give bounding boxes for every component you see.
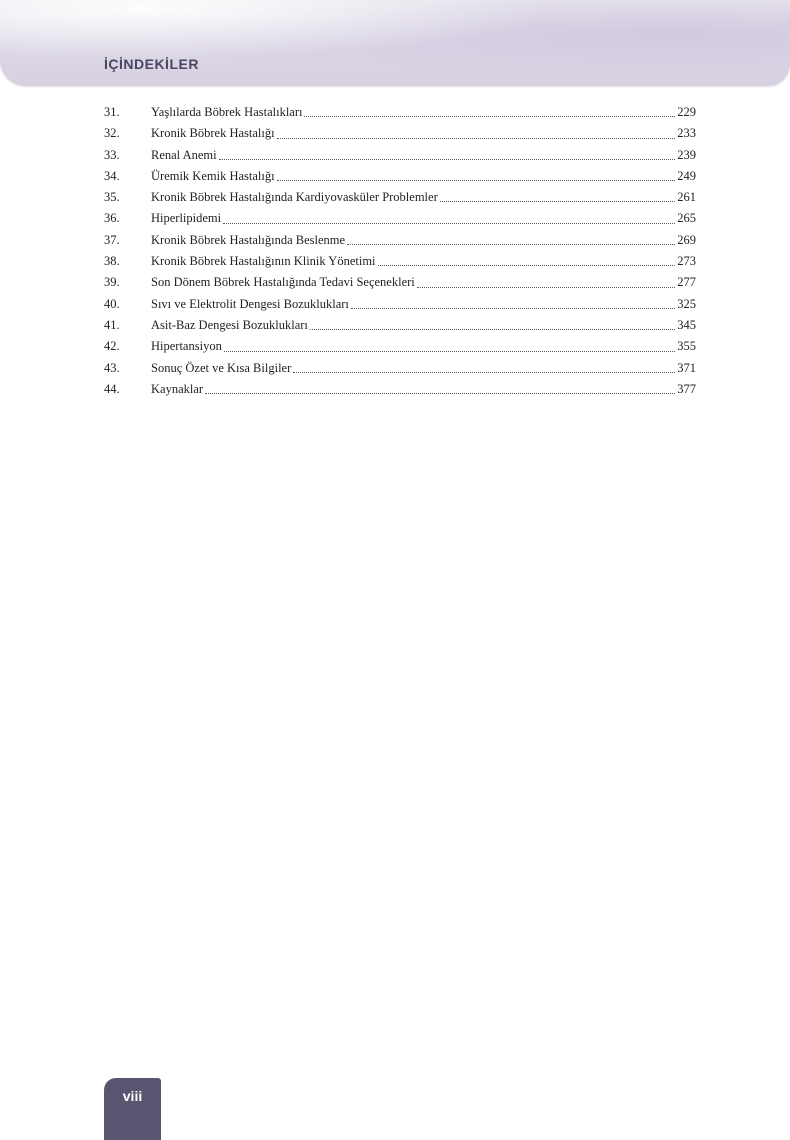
toc-dot-leader xyxy=(310,328,675,330)
toc-entry[interactable] xyxy=(104,102,696,123)
toc-entry-page: 355 xyxy=(677,339,696,354)
toc-entry-number: 31. xyxy=(104,105,120,119)
toc-entry-page: 239 xyxy=(677,147,696,162)
toc-entry-number: 33. xyxy=(104,147,120,162)
toc-entry[interactable] xyxy=(104,123,696,144)
toc-entry-number: 43. xyxy=(104,360,120,375)
toc-dot-leader xyxy=(223,222,675,224)
toc-entry-number: 39. xyxy=(104,275,120,290)
toc-entry-page: 277 xyxy=(677,275,696,290)
toc-entry[interactable] xyxy=(104,379,696,400)
toc-dot-leader xyxy=(417,286,675,288)
toc-dot-leader xyxy=(347,243,675,245)
toc-entry-page: 269 xyxy=(677,232,696,247)
toc-entry[interactable] xyxy=(104,187,696,208)
toc-entry-number: 42. xyxy=(104,339,120,354)
toc-entry-number: 32. xyxy=(104,126,120,141)
toc-entry-page: 261 xyxy=(677,190,696,205)
toc-entry[interactable] xyxy=(104,230,696,251)
toc-dot-leader xyxy=(277,179,676,181)
toc-entry-number: 44. xyxy=(104,381,120,396)
toc-entry-title: Hiperlipidemi xyxy=(151,211,222,226)
toc-dot-leader xyxy=(224,350,675,352)
header-band xyxy=(0,0,790,86)
toc-entry[interactable] xyxy=(104,145,696,166)
toc-entry[interactable] xyxy=(104,294,696,315)
toc-entry-title: Kaynaklar xyxy=(151,381,204,396)
toc-entry-number: 40. xyxy=(104,296,120,311)
toc-entry-number: 36. xyxy=(104,211,120,226)
toc-entry-title: Kronik Böbrek Hastalığında Beslenme xyxy=(151,232,346,247)
toc-entry-page: 249 xyxy=(677,168,696,183)
toc-entry-page: 377 xyxy=(677,381,696,396)
toc-entry-title: Üremik Kemik Hastalığı xyxy=(151,168,275,183)
toc-entry-page: 371 xyxy=(677,360,696,375)
toc-entry-title: Hipertansiyon xyxy=(151,339,222,354)
toc-entry-page: 233 xyxy=(677,126,696,141)
toc-entry-title: Kronik Böbrek Hastalığının Klinik Yönetimi xyxy=(151,254,376,269)
toc-dot-leader xyxy=(304,115,675,117)
toc-entry-page: 325 xyxy=(677,296,696,311)
toc-entry-title: Sonuç Özet ve Kısa Bilgiler xyxy=(151,360,292,375)
toc-entry-number: 37. xyxy=(104,232,120,247)
toc-dot-leader xyxy=(277,137,676,139)
page-number: viii xyxy=(122,1088,143,1104)
toc-entry[interactable] xyxy=(104,358,696,379)
toc-entry-page: 265 xyxy=(677,211,696,226)
toc-entry-number: 38. xyxy=(104,254,120,269)
page-title: İÇİNDEKİLER xyxy=(104,56,199,72)
toc-dot-leader xyxy=(219,158,676,160)
toc-entry-title: Renal Anemi xyxy=(151,147,217,162)
toc-entry[interactable] xyxy=(104,272,696,293)
toc-entry[interactable] xyxy=(104,336,696,357)
toc-dot-leader xyxy=(205,392,675,394)
toc-entry-title: Son Dönem Böbrek Hastalığında Tedavi Seçenekleri xyxy=(151,275,415,290)
toc-dot-leader xyxy=(378,264,676,266)
toc-entry-title: Sıvı ve Elektrolit Dengesi Bozuklukları xyxy=(151,296,349,311)
toc-entry-page: 345 xyxy=(677,317,696,332)
table-of-contents xyxy=(104,102,696,400)
toc-entry-number: 35. xyxy=(104,190,120,205)
toc-entry-page: 273 xyxy=(677,254,696,269)
toc-dot-leader xyxy=(351,307,675,309)
toc-entry[interactable] xyxy=(104,251,696,272)
toc-dot-leader xyxy=(293,371,675,373)
toc-entry-title: Asit-Baz Dengesi Bozuklukları xyxy=(151,317,308,332)
toc-entry-page: 229 xyxy=(677,105,696,119)
toc-entry-title: Yaşlılarda Böbrek Hastalıkları xyxy=(151,105,303,119)
toc-entry-number: 34. xyxy=(104,168,120,183)
toc-dot-leader xyxy=(440,200,676,202)
toc-entry[interactable] xyxy=(104,315,696,336)
toc-entry-number: 41. xyxy=(104,317,120,332)
page-number-tab xyxy=(104,1078,161,1140)
toc-entry[interactable] xyxy=(104,166,696,187)
toc-entry-title: Kronik Böbrek Hastalığında Kardiyovasküler Problemler xyxy=(151,190,438,205)
toc-entry-title: Kronik Böbrek Hastalığı xyxy=(151,126,275,141)
toc-entry[interactable] xyxy=(104,208,696,229)
